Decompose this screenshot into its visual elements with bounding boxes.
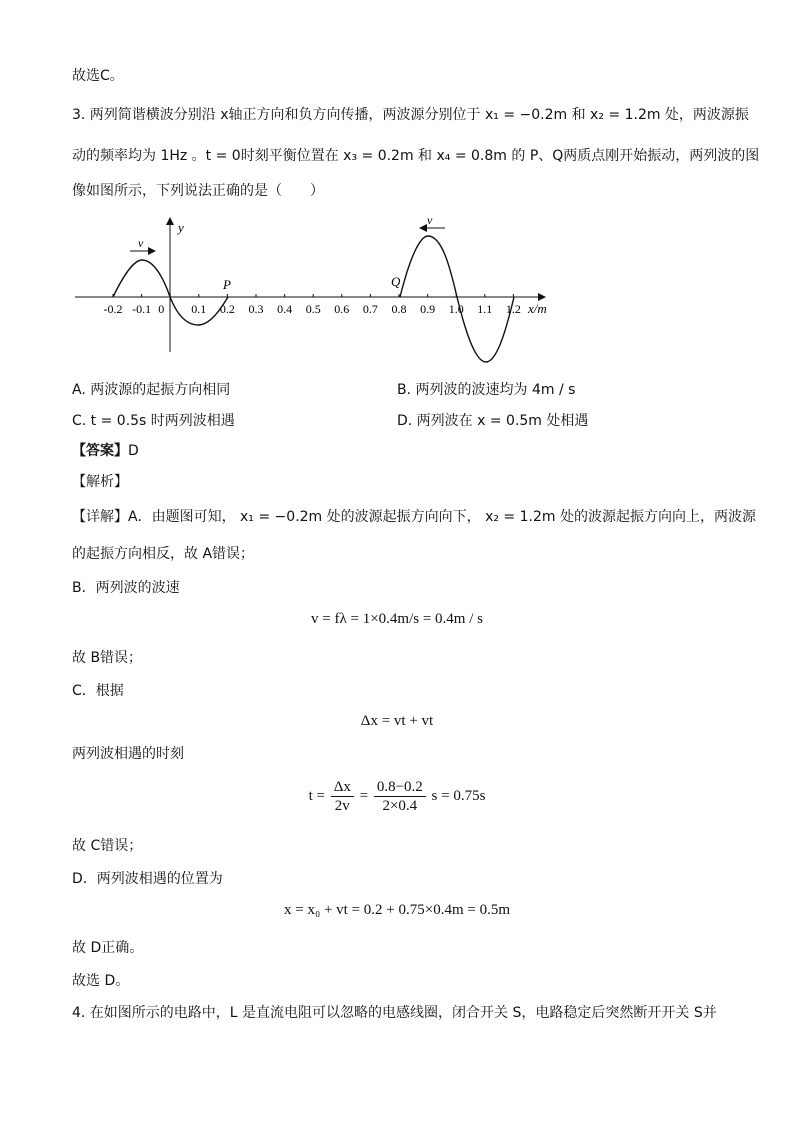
- option-a: A. 两波源的起振方向相同: [72, 382, 231, 398]
- part-c-meet-time: 两列波相遇的时刻: [72, 746, 184, 762]
- fraction-dx-2v: [331, 778, 354, 815]
- part-b-conclusion: 故 B错误；: [72, 650, 143, 666]
- tick-label: 1.2: [505, 302, 521, 316]
- prev-conclusion: 故选C。: [72, 68, 124, 84]
- tick-label: 0.5: [305, 302, 321, 316]
- tick-label: 0.8: [391, 302, 407, 316]
- tick-label: 1.0: [448, 302, 464, 316]
- option-d: D. 两列波在 x = 0.5m 处相遇: [397, 413, 589, 429]
- part-c-intro: C．根据: [72, 683, 124, 699]
- x-axis-label: x/m: [528, 301, 547, 316]
- part-b-intro: B．两列波的波速: [72, 580, 180, 596]
- eq3-right: s = 0.75s: [431, 787, 486, 804]
- tick-label: 0.9: [420, 302, 436, 316]
- equation-distance: Δx = vt + vt: [360, 713, 434, 729]
- answer-tag: 【答案】: [72, 443, 128, 459]
- eq3-left: t =: [308, 787, 325, 804]
- equation-time: [0, 778, 794, 815]
- tick-label: -0.1: [132, 302, 152, 316]
- wave-figure: [70, 212, 560, 372]
- part-c-conclusion: 故 C错误；: [72, 838, 143, 854]
- eq3-equals: =: [359, 787, 369, 804]
- answer-value: D: [128, 443, 139, 459]
- v-label-left: v: [138, 236, 144, 250]
- tick-label: 0.3: [248, 302, 264, 316]
- fraction-values: [374, 778, 426, 815]
- equation-position: x = x₀ + vt = 0.2 + 0.75×0.4m = 0.5m: [284, 902, 510, 918]
- tick-label: -0.2: [103, 302, 123, 316]
- answer-line: [72, 441, 139, 461]
- tick-label: 0.2: [219, 302, 235, 316]
- tick-label: 0.1: [191, 302, 207, 316]
- option-c: C. t = 0.5s 时两列波相遇: [72, 413, 235, 429]
- fraction-numerator: Δx: [331, 778, 354, 797]
- y-axis-label: y: [178, 220, 184, 235]
- tick-label: 0.6: [334, 302, 350, 316]
- equation-velocity: v = fλ = 1×0.4m/s = 0.4m / s: [311, 611, 483, 627]
- analysis-tag: 【解析】: [72, 474, 128, 490]
- detail-line-1: 【详解】A．由题图可知， x₁ = −0.2m 处的波源起振方向向下， x₂ = 1.2m 处的波源起振方向向上，两波源: [72, 509, 756, 525]
- final-answer: 故选 D。: [72, 973, 130, 989]
- tick-label: 0.7: [362, 302, 378, 316]
- fraction-denominator: 2×0.4: [382, 798, 418, 814]
- question-4-line-1: 4. 在如图所示的电路中，L 是直流电阻可以忽略的电感线圈，闭合开关 S，电路稳定后突然断开开关 S并: [72, 1005, 717, 1021]
- fraction-numerator: 0.8−0.2: [374, 778, 426, 797]
- question-3-line-1: 3. 两列简谐横波分别沿 x轴正方向和负方向传播，两波源分别位于 x₁ = −0.2m 和 x₂ = 1.2m 处，两波源振: [72, 107, 749, 123]
- tick-label: 0: [158, 302, 165, 316]
- option-b: B. 两列波的波速均为 4m / s: [397, 382, 576, 398]
- v-label-right: v: [427, 213, 433, 227]
- point-q-label: Q: [391, 274, 401, 289]
- point-p-label: P: [223, 277, 231, 292]
- fraction-denominator: 2v: [334, 798, 350, 814]
- right-wave: [400, 236, 514, 362]
- tick-label: 0.4: [277, 302, 293, 316]
- detail-line-2: 的起振方向相反，故 A错误；: [72, 546, 255, 562]
- part-d-intro: D．两列波相遇的位置为: [72, 871, 223, 887]
- question-3-line-3: 像如图所示，下列说法正确的是（ ）: [72, 183, 324, 199]
- question-3-line-2: 动的频率均为 1Hz 。t = 0时刻平衡位置在 x₃ = 0.2m 和 x₄ = 0.8m 的 P、Q两质点刚开始振动，两列波的图: [72, 148, 760, 164]
- tick-label: 1.1: [477, 302, 493, 316]
- part-d-conclusion: 故 D正确。: [72, 940, 144, 956]
